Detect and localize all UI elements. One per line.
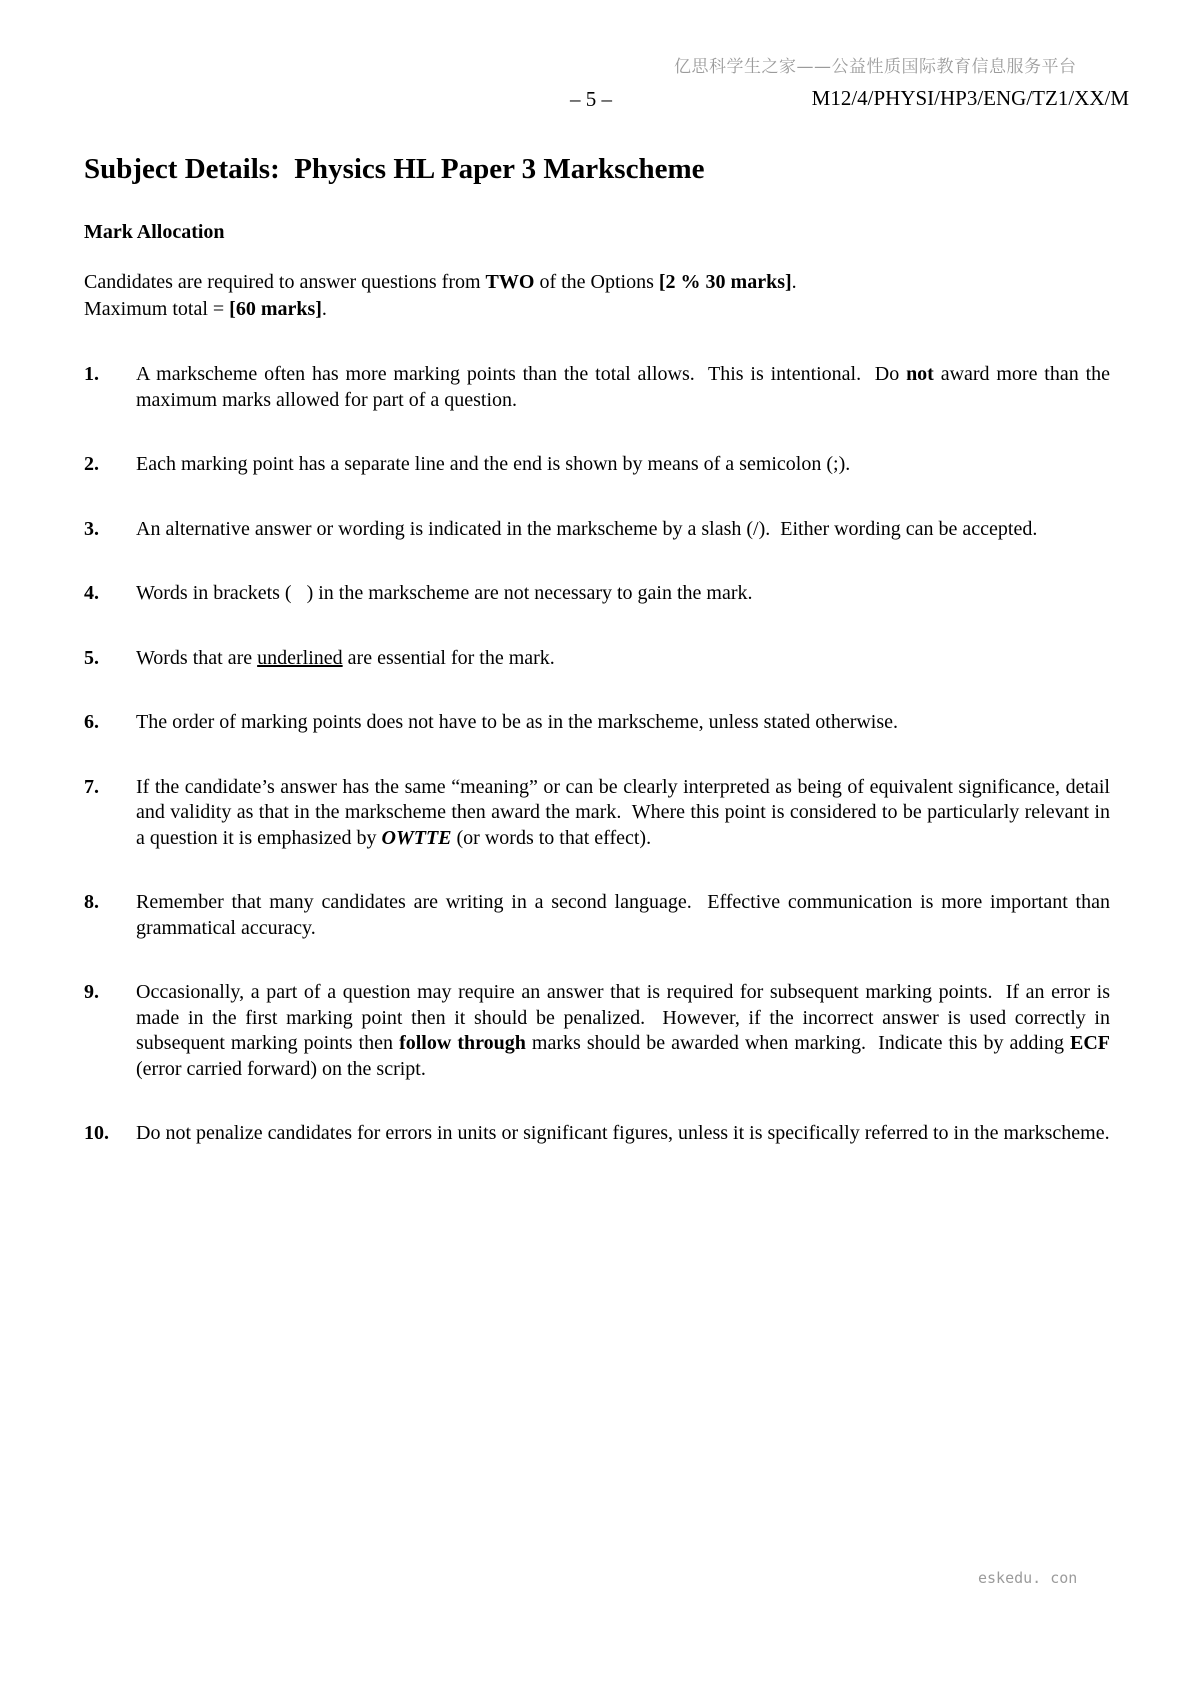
- rule-item-8: [84, 890, 1115, 941]
- intro-paragraph: [84, 269, 1110, 323]
- rule-number: 9.: [84, 981, 99, 1003]
- rule-text: Remember that many candidates are writing in a second language. Effective communication is more important than grammatical accuracy.: [136, 891, 1115, 939]
- rule-number: 10.: [84, 1122, 109, 1144]
- intro-line-1: Candidates are required to answer questions from TWO of the Options [2 % 30 marks].: [84, 271, 797, 293]
- rule-item-2: [84, 452, 1110, 478]
- footer-watermark: eskedu. con: [978, 1569, 1078, 1587]
- rule-item-1: [84, 362, 1115, 413]
- page-number: – 5 –: [570, 87, 612, 111]
- rule-number: 7.: [84, 775, 99, 798]
- rule-number: 8.: [84, 891, 99, 913]
- rule-number: 4.: [84, 582, 99, 604]
- rule-item-7: [84, 775, 1115, 852]
- rule-item-6: [84, 710, 1110, 736]
- rule-text: An alternative answer or wording is indicated in the markscheme by a slash (/). Either wording can be accepted.: [136, 517, 1038, 540]
- rule-number: 6.: [84, 711, 99, 733]
- rule-item-9: [84, 980, 1115, 1082]
- rule-text: Words in brackets ( ) in the markscheme are not necessary to gain the mark.: [136, 582, 753, 604]
- rule-number: 1.: [84, 363, 99, 385]
- rule-text: Words that are underlined are essential for the mark.: [136, 646, 555, 669]
- header-watermark-text: 亿思科学生之家——公益性质国际教育信息服务平台: [674, 57, 1077, 77]
- rule-text: If the candidate’s answer has the same “meaning” or can be clearly interpreted as being of equivalent significance, detail and validity as that in the markscheme then award the mark. Where this point is considered to be particularly relevant in a question it is emphasized by OWTTE (or words to that effect).: [136, 775, 1115, 849]
- rule-text: Each marking point has a separate line and the end is shown by means of a semicolon (;).: [136, 453, 851, 475]
- rule-number: 2.: [84, 453, 99, 475]
- rules-list: [84, 362, 1115, 1186]
- paper-code: M12/4/PHYSI/HP3/ENG/TZ1/XX/M: [811, 86, 1129, 110]
- rule-text: Do not penalize candidates for errors in units or significant figures, unless it is specifically referred to in the markscheme.: [136, 1122, 1110, 1144]
- rule-text: The order of marking points does not have to be as in the markscheme, unless stated otherwise.: [136, 711, 899, 733]
- intro-line-2: Maximum total = [60 marks].: [84, 298, 327, 320]
- page-title: Subject Details: Physics HL Paper 3 Markscheme: [84, 153, 705, 185]
- rule-item-4: [84, 581, 1110, 607]
- section-heading: Mark Allocation: [84, 221, 225, 243]
- rule-item-5: [84, 646, 1110, 672]
- rule-text: Occasionally, a part of a question may require an answer that is required for subsequent marking points. If an error is made in the first marking point then it should be penalized. However, if the incorrect answer is used correctly in subsequent marking points then follow through marks should be awarded when marking. Indicate this by adding ECF (error carried forward) on the script.: [136, 981, 1115, 1080]
- rule-item-10: [84, 1121, 1110, 1147]
- rule-item-3: [84, 517, 1110, 543]
- rule-number: 3.: [84, 517, 99, 540]
- rule-text: A markscheme often has more marking points than the total allows. This is intentional. Do not award more than the maximum marks allowed for part of a question.: [136, 363, 1115, 411]
- rule-number: 5.: [84, 646, 99, 669]
